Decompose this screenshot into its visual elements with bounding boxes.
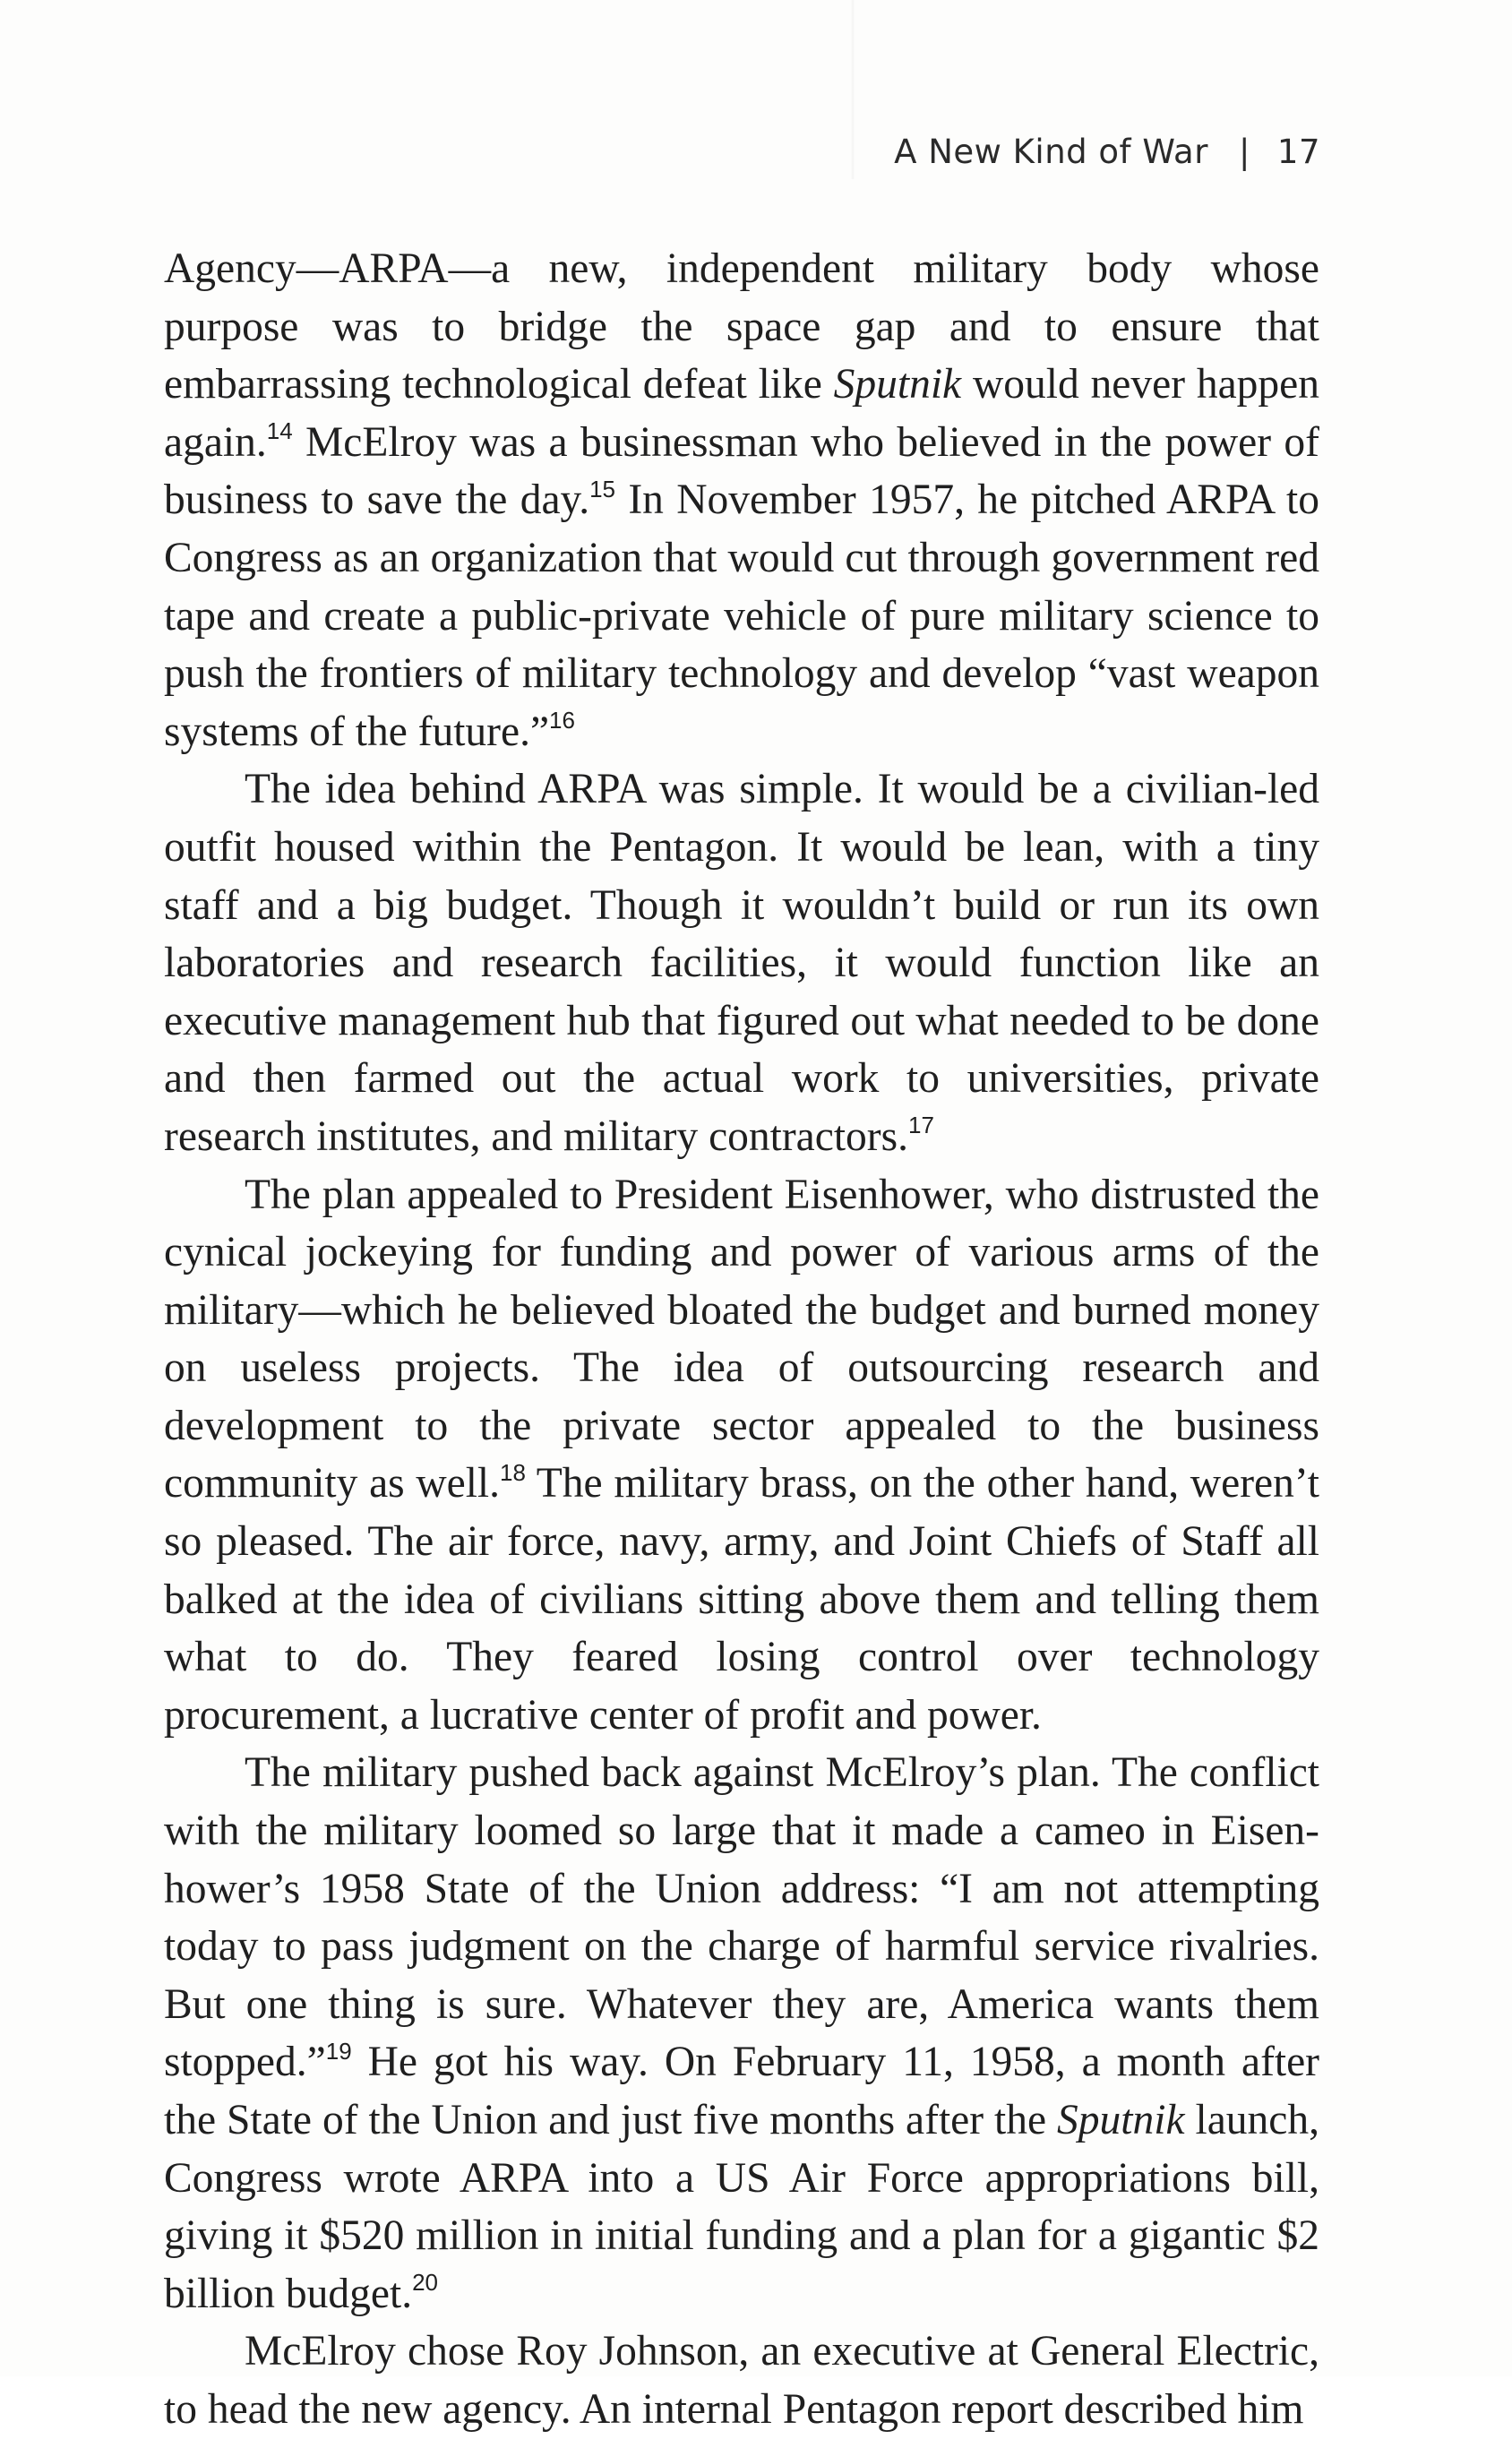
paragraph-text: He got his way. On February 11, 1958, a month after the State of the Union and just five months after the — [164, 2039, 1319, 2143]
paragraph-text: The plan appealed to President Eisenhower, who distrusted the cynical jockeying for funding and power of various arms of the military—which he believed bloated the budget and burned money on useless projects. The idea of outsourcing research and development to the private sector appealed to the business community as well. — [164, 1171, 1319, 1507]
page-gutter-shadow — [851, 0, 855, 179]
paragraph-text: The military brass, on the other hand, weren’t so pleased. The air force, navy, army, and Joint Chiefs of Staff all balked at the idea of civilians sitting above them and telling them what to do. They feared losing control over technology procurement, a lucrative center of profit and power. — [164, 1460, 1319, 1739]
paragraph-text: would never happen again. — [164, 361, 1320, 466]
footnote-marker: 17 — [907, 1112, 934, 1139]
running-header — [894, 133, 1320, 171]
italic-title: Sputnik — [833, 361, 962, 408]
paragraph-text: The military pushed back against McElroy’s plan. The conflict with the military loomed so large that it made a cameo in Eisenhower’s 1958 State of the Union address: “I am not attempting today to pass judgment on the charge of harmful service rivalries. But one thing is sure. Whatever they are, America wants them stopped.” — [164, 1749, 1319, 2086]
paragraph-text: Agency—ARPA—a new, independent military body whose purpose was to bridge the space gap and to ensure that embarrassing technological defeat like — [164, 245, 1319, 408]
paragraph — [164, 2323, 1319, 2438]
italic-title: Sputnik — [1057, 2097, 1185, 2143]
paragraph — [164, 1166, 1319, 1745]
footnote-marker: 18 — [500, 1458, 526, 1486]
paragraph-text: launch, Congress wrote ARPA into a US Air Force appropriations bill, giving it $520 million in initial funding and a plan for a gigantic $2 billion budget. — [164, 2097, 1319, 2317]
page-number: 17 — [1276, 133, 1320, 171]
paragraph-text: McElroy was a businessman who believed in the power of business to save the day. — [164, 418, 1319, 524]
footnote-marker: 15 — [589, 475, 616, 502]
paragraph — [164, 760, 1319, 1165]
footnote-marker: 19 — [325, 2037, 352, 2065]
paragraph-text: McElroy chose Roy Johnson, an executive at General Electric, to head the new agency. An internal Pentagon report described him — [164, 2328, 1319, 2433]
body-text — [164, 240, 1319, 2439]
footnote-marker: 20 — [412, 2268, 438, 2296]
header-separator: | — [1238, 133, 1250, 171]
footnote-marker: 14 — [266, 417, 293, 444]
footnote-marker: 16 — [549, 706, 575, 734]
paragraph-text: In November 1957, he pitched ARPA to Congress as an organization that would cut through government red tape and create a public-private vehicle of pure military science to push the frontiers of military technology and develop “vast weapon systems of the future.” — [164, 477, 1319, 755]
running-title: A New Kind of War — [894, 133, 1208, 171]
paragraph — [164, 240, 1319, 760]
paragraph — [164, 1744, 1319, 2323]
paragraph-text: The idea behind ARPA was simple. It would be a civilian-led outfit housed within the Pentagon. It would be lean, with a tiny staff and a big budget. Though it wouldn’t build or run its own laboratories and research facilities, it would function like an executive management hub that figured out what needed to be done and then farmed out the actual work to universities, private research institutes, and military contractors. — [164, 766, 1319, 1160]
